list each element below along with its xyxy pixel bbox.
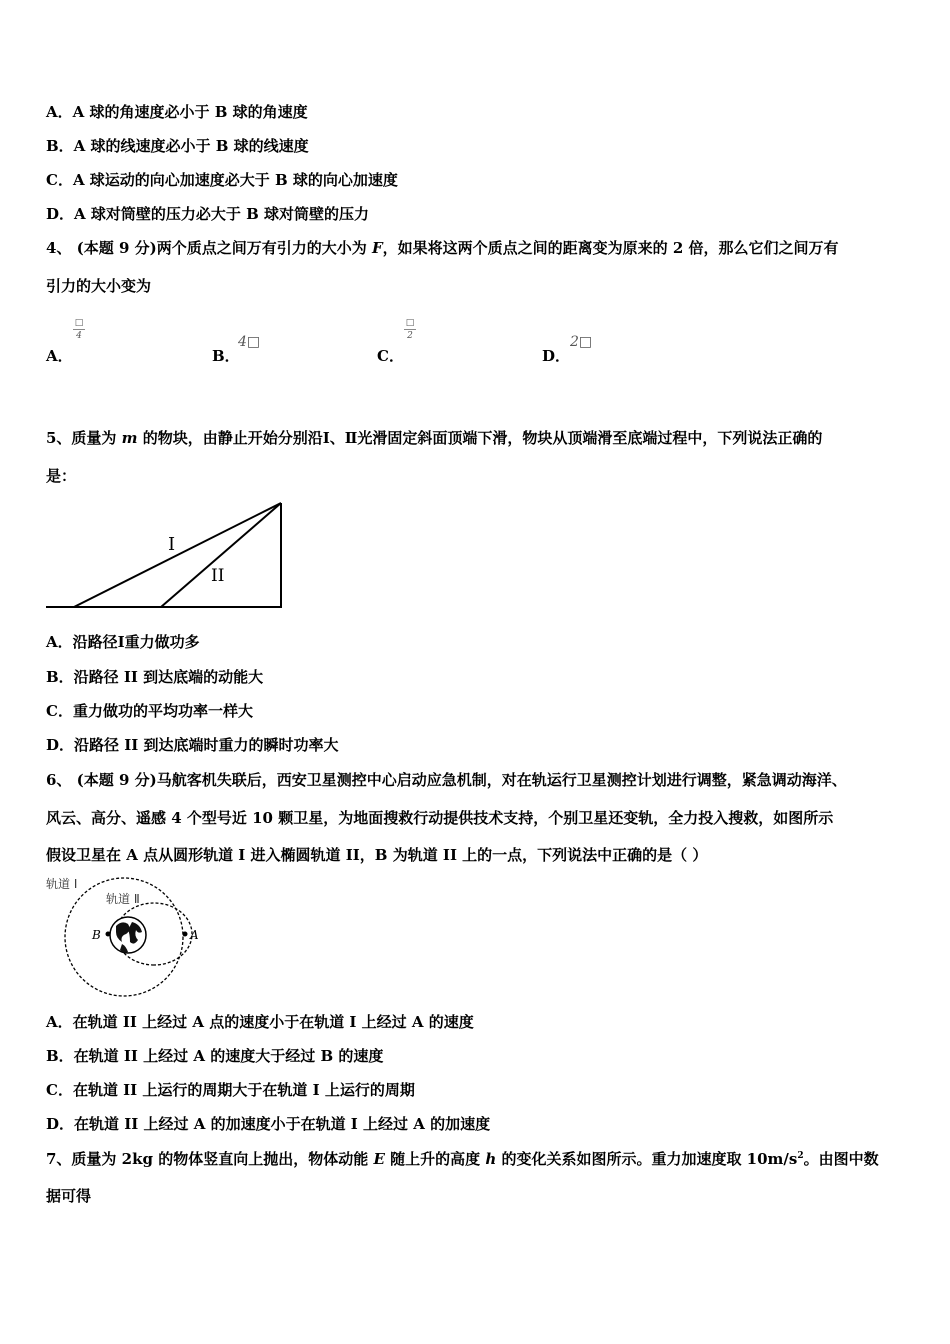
- q6-option-d: D．在轨道 II 上经过 A 的加速度小于在轨道 I 上经过 A 的加速度: [46, 1115, 491, 1133]
- q5-option-c: C．重力做功的平均功率一样大: [46, 702, 253, 720]
- point-b-label: B: [92, 928, 101, 942]
- q5-stem-line2: 是：: [46, 467, 77, 485]
- q3-option-b: B．A 球的线速度必小于 B 球的线速度: [46, 137, 309, 155]
- q4-option-b-value: 4□: [238, 334, 261, 350]
- q6-option-a: A．在轨道 II 上经过 A 点的速度小于在轨道 I 上经过 A 的速度: [46, 1013, 474, 1031]
- q7-stem-line1: 7、质量为 2kg 的物体竖直向上抛出，物体动能 E 随上升的高度 h 的变化关系如图所示。重力加速度取 $10m/s^2$。由图中数: [46, 1150, 879, 1168]
- q4-option-c-fraction: □ 2: [405, 318, 415, 341]
- q4-stem-line1: 4、 (本题 9 分)两个质点之间万有引力的大小为 F，如果将这两个质点之间的距离变为原来的 2 倍，那么它们之间万有: [46, 239, 839, 257]
- q4-stem-line2: 引力的大小变为: [46, 277, 152, 295]
- q7-stem-line2: 据可得: [46, 1187, 92, 1205]
- point-a-dot: [183, 932, 188, 937]
- q5-stem-line1: 5、质量为 m 的物块，由静止开始分别沿Ⅰ、Ⅱ光滑固定斜面顶端下滑，物块从顶端滑至底端过程中，下列说法正确的: [46, 429, 823, 447]
- q3-option-d: D．A 球对筒壁的压力必大于 B 球对筒壁的压力: [46, 205, 369, 223]
- point-a-label: A: [190, 928, 199, 942]
- incline-figure: [44, 498, 288, 612]
- q5-option-b: B．沿路径 II 到达底端的动能大: [46, 668, 264, 686]
- path-label-1: I: [168, 534, 176, 555]
- q4-option-d-value: 2□: [570, 334, 593, 350]
- q4-option-c-label: C．: [377, 347, 404, 365]
- q4-option-a-fraction: □ 4: [74, 318, 84, 341]
- q6-stem-line3: 假设卫星在 A 点从圆形轨道 I 进入椭圆轨道 II，B 为轨道 II 上的一点，下列说法中正确的是（ ）: [46, 846, 708, 864]
- earth: [110, 917, 146, 953]
- orbit-1-label: 轨道 Ⅰ: [46, 877, 78, 891]
- point-b-dot: [106, 932, 111, 937]
- q6-option-c: C．在轨道 II 上运行的周期大于在轨道 I 上运行的周期: [46, 1081, 415, 1099]
- q4-option-b-label: B．: [212, 347, 240, 365]
- q4-option-a-label: A．: [46, 347, 73, 365]
- q4-option-d-label: D．: [542, 347, 571, 365]
- q6-stem-line1: 6、 (本题 9 分)马航客机失联后，西安卫星测控中心启动应急机制，对在轨运行卫星测控计划进行调整，紧急调动海洋、: [46, 771, 847, 789]
- orbit-2-label: 轨道 Ⅱ: [106, 892, 140, 906]
- q5-option-a: A．沿路径Ⅰ重力做功多: [46, 633, 200, 651]
- q3-option-c: C．A 球运动的向心加速度必大于 B 球的向心加速度: [46, 171, 398, 189]
- path-label-2: II: [211, 566, 225, 586]
- q5-option-d: D．沿路径 II 到达底端时重力的瞬时功率大: [46, 736, 339, 754]
- q6-stem-line2: 风云、高分、遥感 4 个型号近 10 颗卫星，为地面搜救行动提供技术支持，个别卫星还变轨，全力投入搜救，如图所示: [46, 809, 834, 827]
- orbit-figure: [44, 872, 214, 1002]
- q3-option-a: A．A 球的角速度必小于 B 球的角速度: [46, 103, 308, 121]
- q6-option-b: B．在轨道 II 上经过 A 的速度大于经过 B 的速度: [46, 1047, 384, 1065]
